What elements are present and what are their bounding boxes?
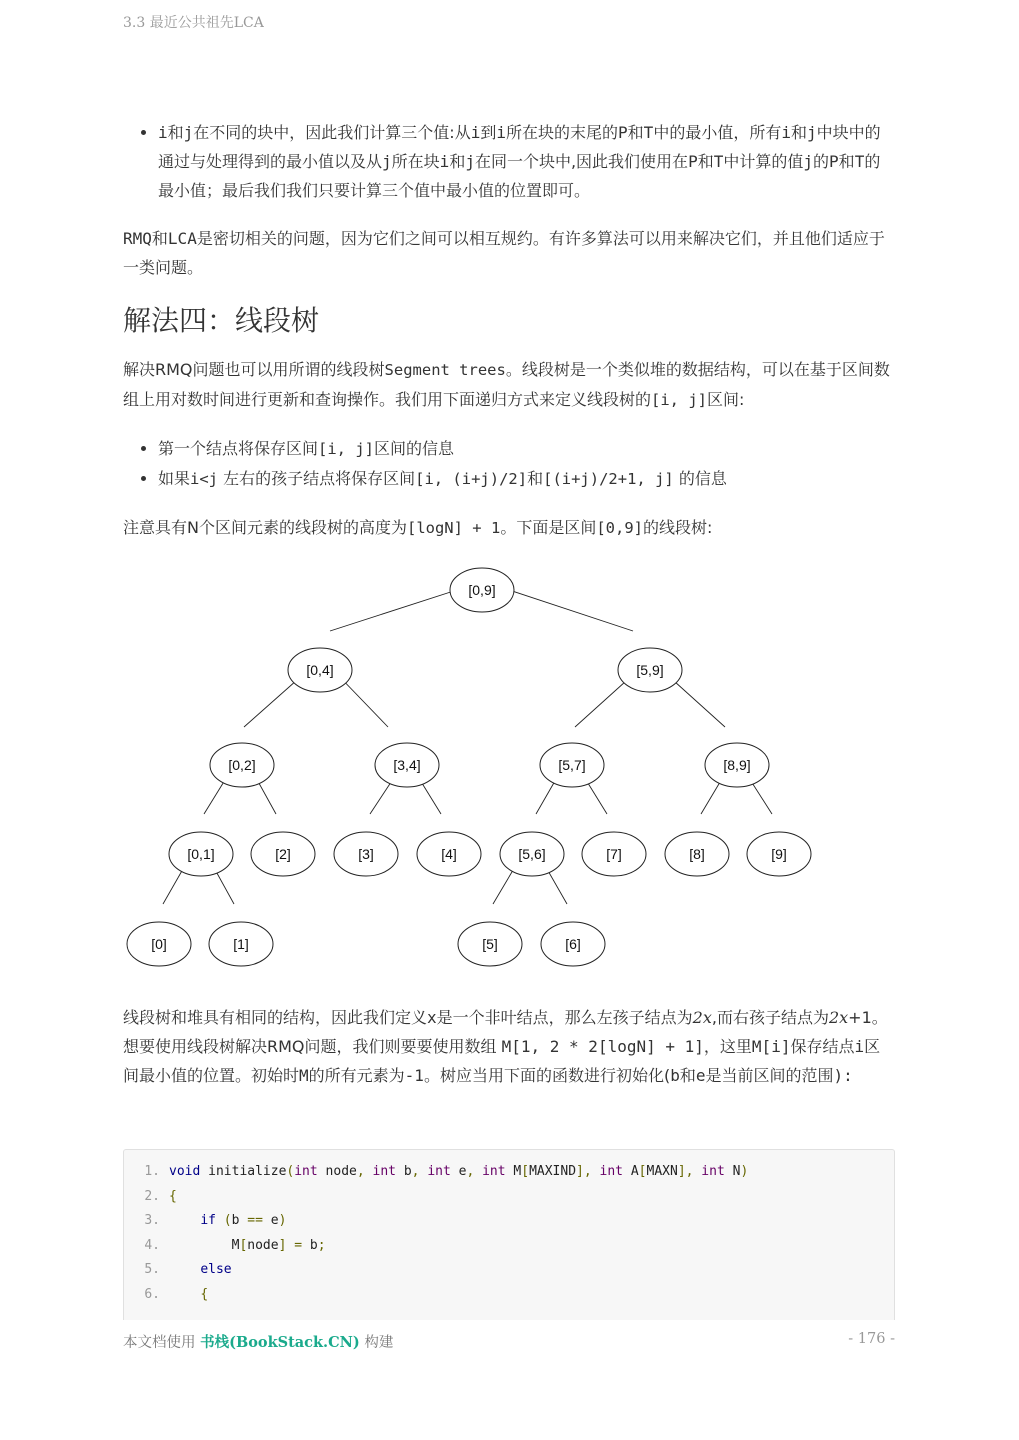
paragraph-segment-tree-intro: 解决RMQ问题也可以用所谓的线段树Segment trees。线段树是一个类似堆的数据结构，可以在基于区间数组上用对数时间进行更新和查询操作。我们用下面递归方式来定义线段树的[i, j]区间: xyxy=(123,360,890,409)
page-number: - 176 - xyxy=(848,1331,895,1347)
tree-node-label: [2] xyxy=(275,846,291,862)
tree-node-label: [9] xyxy=(771,846,787,862)
tree-node-label: [1] xyxy=(233,936,249,952)
tree-node-label: [0,2] xyxy=(228,757,256,773)
tree-node-label: [0,9] xyxy=(468,582,496,598)
code-line: 3. if (b == e) xyxy=(144,1213,287,1228)
code-line: 1. void initialize(int node, int b, int e, int M[MAXIND], int A[MAXN], int N) xyxy=(144,1164,749,1179)
main-content xyxy=(123,118,895,1090)
tree-node-label: [5,9] xyxy=(636,662,664,678)
tree-node-label: [0,1] xyxy=(187,846,215,862)
tree-node-label: [5,7] xyxy=(558,757,586,773)
running-header: 3.3 最近公共祖先LCA xyxy=(123,15,264,31)
tree-node-label: [3] xyxy=(358,846,374,862)
paragraph-tree-height: 注意具有N个区间元素的线段树的高度为[logN] + 1。下面是区间[0,9]的线段树: xyxy=(123,518,713,537)
code-line: 5. else xyxy=(144,1262,232,1277)
footer-credit: 本文档使用 书栈(BookStack.CN) 构建 xyxy=(123,1334,394,1351)
code-line: 2. { xyxy=(144,1189,177,1204)
paragraph-rmq-lca: RMQ和LCA是密切相关的问题，因为它们之间可以相互规约。有许多算法可以用来解决它们，并且他们适应于一类问题。 xyxy=(123,229,885,277)
code-block xyxy=(123,1149,895,1320)
tree-node-label: [5] xyxy=(482,936,498,952)
code-line: 4. M[node] = b; xyxy=(144,1238,326,1253)
tree-node-label: [0] xyxy=(151,936,167,952)
bullet-list-1 xyxy=(123,118,895,205)
code-line: 6. { xyxy=(144,1287,209,1302)
bookstack-link[interactable]: 书栈(BookStack.CN) xyxy=(200,1334,360,1351)
list-item: • 如果i<j 左右的孩子结点将保存区间[i, (i+j)/2]和[(i+j)/2+1, j] 的信息 xyxy=(158,464,895,494)
tree-node-label: [3,4] xyxy=(393,757,421,773)
list-item: • i和j在不同的块中，因此我们计算三个值:从i到i所在块的末尾的P和T中的最小值，所有i和j中块中的通过与处理得到的最小值以及从j所在块i和j在同一个块中,因此我们使用在P和T中计算的值j的P和T的最小值；最后我们我们只要计算三个值中最小值的位置即可。 xyxy=(158,118,895,205)
tree-edge xyxy=(503,588,633,631)
tree-edge xyxy=(330,588,463,631)
tree-node-label: [4] xyxy=(441,846,457,862)
tree-node-label: [6] xyxy=(565,936,581,952)
tree-node-label: [8,9] xyxy=(723,757,751,773)
tree-node-label: [0,4] xyxy=(306,662,334,678)
segment-tree-diagram xyxy=(123,563,895,983)
list-item: • 第一个结点将保存区间[i, j]区间的信息 xyxy=(158,434,895,464)
tree-node-label: [7] xyxy=(606,846,622,862)
tree-node-label: [5,6] xyxy=(518,846,546,862)
section-heading: 解法四：线段树 xyxy=(123,304,320,337)
tree-node-label: [8] xyxy=(689,846,705,862)
bullet-list-2 xyxy=(123,434,895,494)
paragraph-segment-tree-structure: 线段树和堆具有相同的结构，因此我们定义x是一个非叶结点，那么左孩子结点为2x,而右孩子结点为2x+1。想要使用线段树解决RMQ问题，我们则要要使用数组 M[1, 2 * 2[logN] + 1]，这里M[i]保存结点i区间最小值的位置。初始时M的所有元素为-1。树应当用下面的函数进行初始化(b和e是当前区间的范围): xyxy=(123,1008,888,1085)
